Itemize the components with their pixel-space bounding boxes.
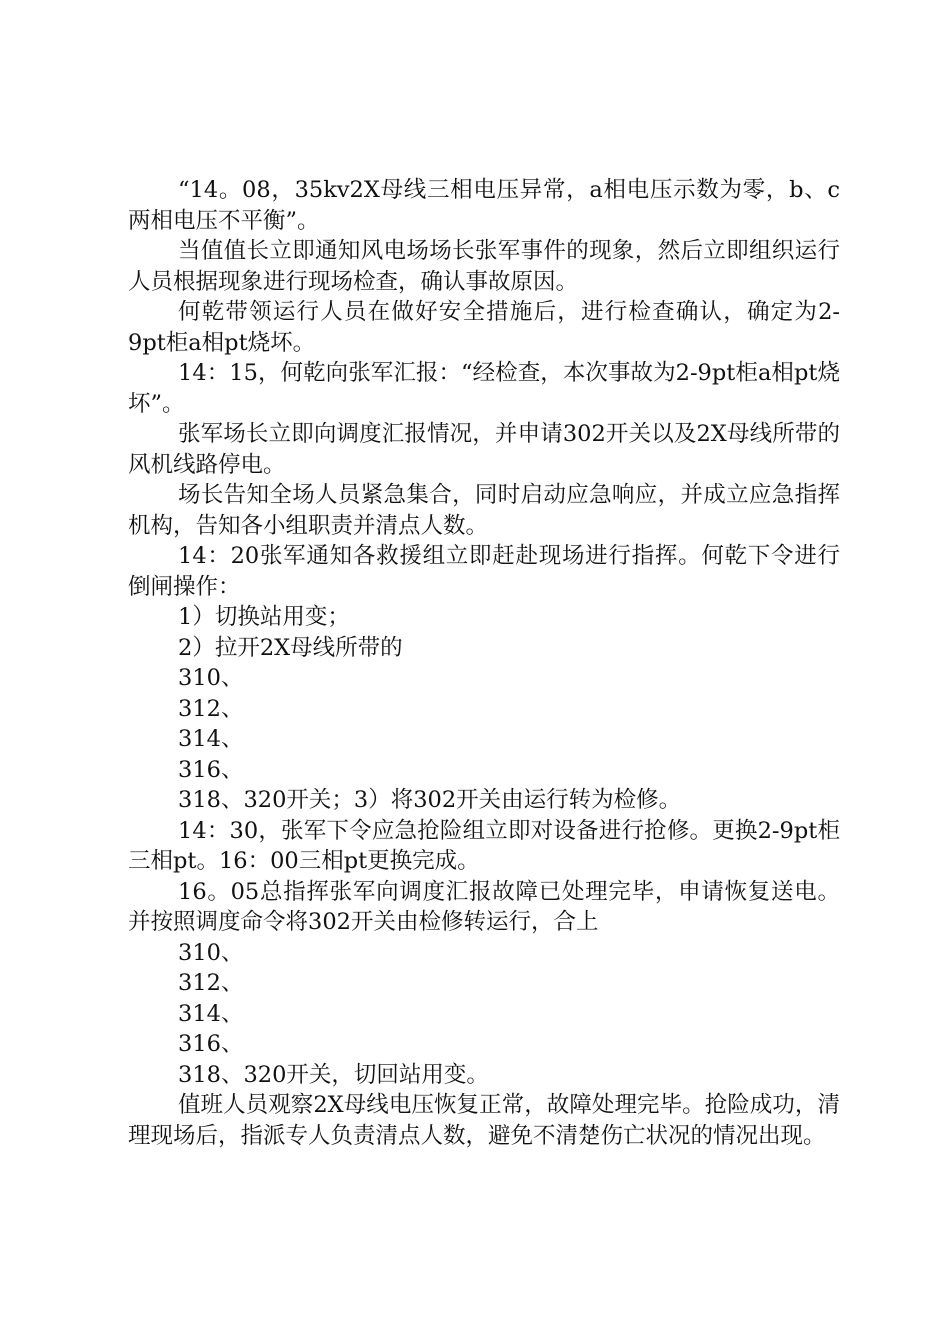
- switch-line-314: 314、: [178, 726, 244, 752]
- paragraph-5: 张军场长立即向调度汇报情况，并申请302开关以及2X母线所带的风机线路停电。: [128, 421, 840, 478]
- restore-line-318-320: 318、320开关，切回站用变。: [178, 1061, 489, 1088]
- paragraph-2: 当值值长立即通知风电场场长张军事件的现象，然后立即组织运行人员根据现象进行现场检查，确认事故原因。: [128, 238, 840, 295]
- restore-line-310: 310、: [178, 939, 244, 966]
- switch-line-316: 316、: [178, 756, 244, 783]
- list-item-1: 1）切换站用变；: [178, 604, 350, 630]
- paragraph-4: 14：15，何乾向张军汇报：“经检查，本次事故为2-9pt柜a相pt烧坏”。: [128, 360, 840, 417]
- paragraph-6: 场长告知全场人员紧急集合，同时启动应急响应，并成立应急指挥机构，告知各小组职责并清点人数。: [128, 482, 840, 539]
- paragraph-3: 何乾带领运行人员在做好安全措施后，进行检查确认，确定为2-9pt柜a相pt烧坏。: [128, 299, 840, 356]
- restore-line-312: 312、: [178, 970, 244, 996]
- document-body: [128, 175, 840, 1151]
- restore-line-314: 314、: [178, 1000, 244, 1027]
- paragraph-7: 14：20张军通知各救援组立即赶赴现场进行指挥。何乾下令进行倒闸操作：: [128, 543, 840, 600]
- switch-line-318-320: 318、320开关；3）将302开关由运行转为检修。: [178, 787, 682, 813]
- list-item-2: 2）拉开2X母线所带的: [178, 634, 403, 661]
- paragraph-9: 16。05总指挥张军向调度汇报故障已处理完毕，申请恢复送电。并按照调度命令将302开关由检修转运行，合上: [128, 878, 840, 935]
- paragraph-8: 14：30，张军下令应急抢险组立即对设备进行抢修。更换2-9pt柜三相pt。16：00三相pt更换完成。: [128, 817, 840, 874]
- switch-line-310: 310、: [178, 665, 244, 691]
- paragraph-10: 值班人员观察2X母线电压恢复正常，故障处理完毕。抢险成功，清理现场后，指派专人负责清点人数，避免不清楚伤亡状况的情况出现。: [128, 1092, 840, 1149]
- paragraph-1: “14。08，35kv2X母线三相电压异常，a相电压示数为零，b、c两相电压不平衡”。: [128, 177, 840, 234]
- restore-line-316: 316、: [178, 1031, 244, 1057]
- switch-line-312: 312、: [178, 695, 244, 722]
